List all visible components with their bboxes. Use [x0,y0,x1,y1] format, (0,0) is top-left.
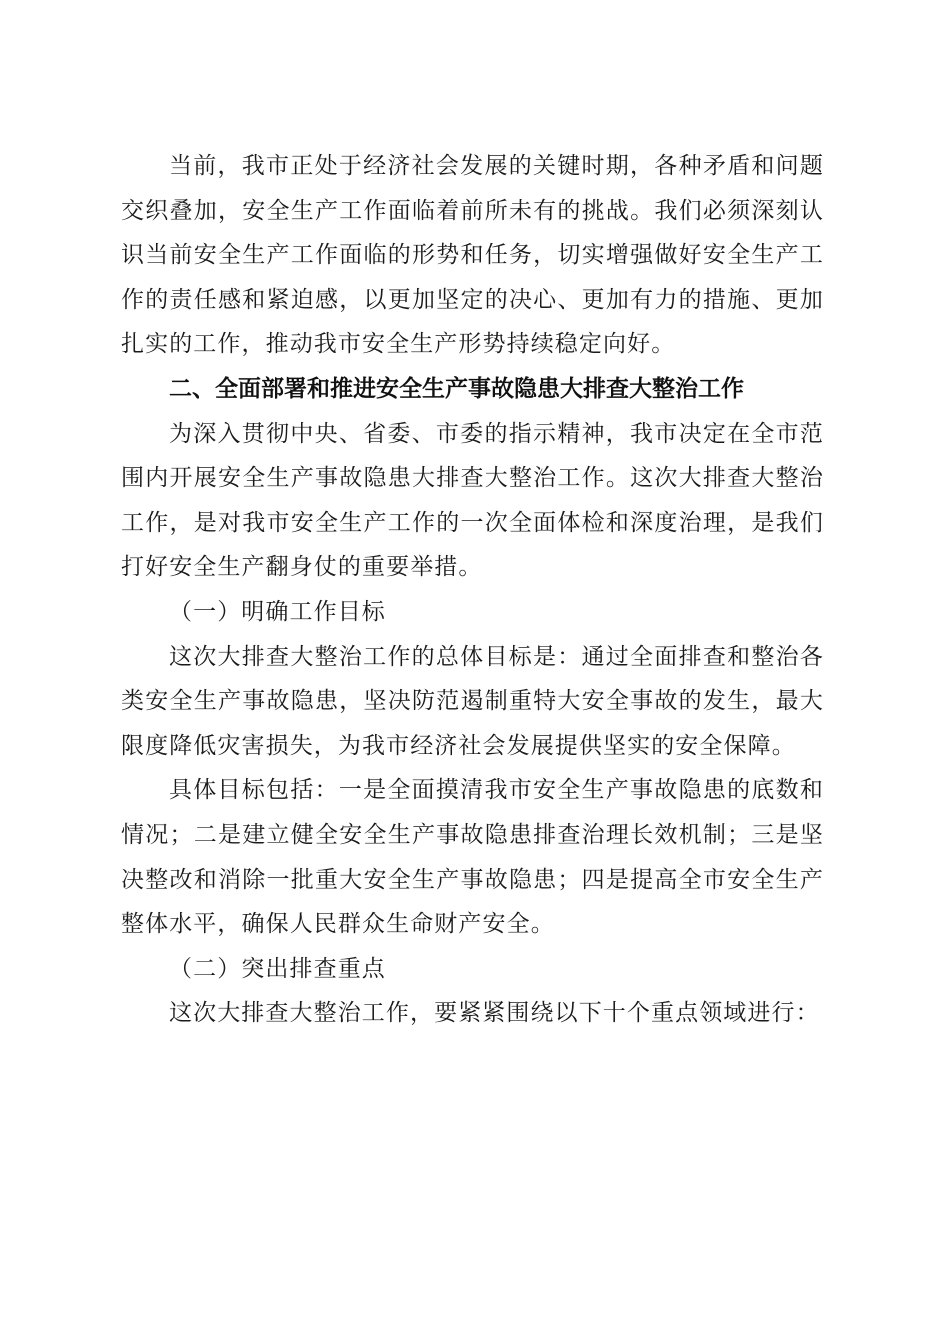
subheading-focus: （二）突出排查重点 [169,955,386,982]
document-page [121,144,824,1036]
paragraph-decision: 为深入贯彻中央、省委、市委的指示精神，我市决定在全市范围内开展安全生产事故隐患大排查大整治工作。这次大排查大整治工作，是对我市安全生产工作的一次全面体检和深度治理，是我们打好安全生产翻身仗的重要举措。 [121,420,824,581]
section-heading-2: 二、全面部署和推进安全生产事故隐患大排查大整治工作 [169,375,744,402]
paragraph-situation: 当前，我市正处于经济社会发展的关键时期，各种矛盾和问题交织叠加，安全生产工作面临着前所未有的挑战。我们必须深刻认识当前安全生产工作面临的形势和任务，切实增强做好安全生产工作的责任感和紧迫感，以更加坚定的决心、更加有力的措施、更加扎实的工作，推动我市安全生产形势持续稳定向好。 [121,153,824,358]
subheading-goals: （一）明确工作目标 [169,598,386,625]
paragraph-specific-goals: 具体目标包括：一是全面摸清我市安全生产事故隐患的底数和情况；二是建立健全安全生产事故隐患排查治理长效机制；三是坚决整改和消除一批重大安全生产事故隐患；四是提高全市安全生产整体水平，确保人民群众生命财产安全。 [121,777,824,938]
paragraph-overall-goal: 这次大排查大整治工作的总体目标是：通过全面排查和整治各类安全生产事故隐患，坚决防范遏制重特大安全事故的发生，最大限度降低灾害损失，为我市经济社会发展提供坚实的安全保障。 [121,643,824,759]
paragraph-focus-areas: 这次大排查大整治工作，要紧紧围绕以下十个重点领域进行： [169,1000,820,1027]
